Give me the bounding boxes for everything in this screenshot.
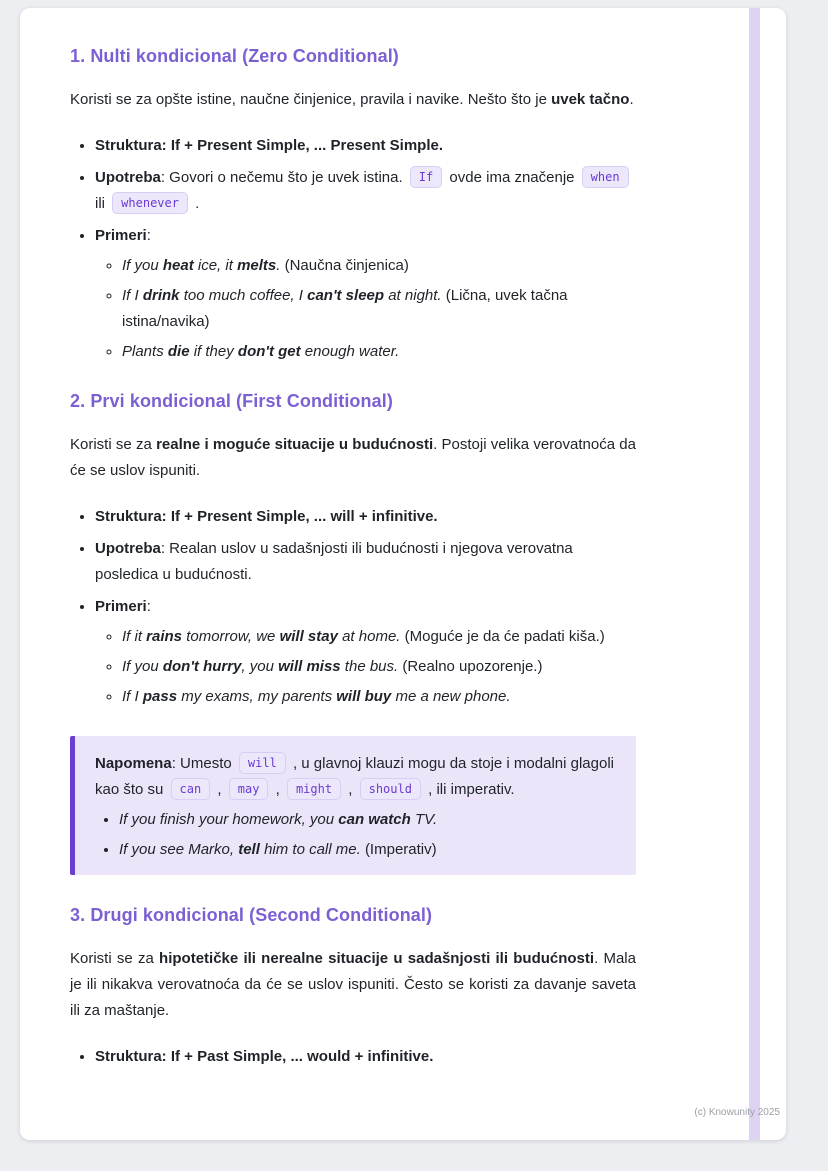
inline-code-chip: will (239, 752, 286, 774)
list-item (122, 624, 636, 650)
text-run: enough water. (300, 343, 400, 360)
text-run: If I (122, 688, 143, 705)
list-item (95, 594, 636, 710)
text-run: If it (122, 628, 147, 645)
text-run: , you (241, 658, 279, 675)
text-run: will buy (336, 688, 392, 705)
text-run: my exams, my parents (177, 688, 337, 705)
text-run: If I (122, 287, 143, 304)
text-run: If you see Marko, (119, 841, 239, 858)
text-run: : Umesto (171, 755, 236, 772)
list-item (95, 133, 636, 159)
text-run: . (190, 195, 200, 212)
text-run: , (213, 781, 226, 798)
text-run: don't get (237, 343, 301, 360)
paragraph (70, 432, 636, 484)
text-run: Napomena (95, 755, 172, 772)
text-run: too much coffee, I (179, 287, 308, 304)
text-run: . (276, 257, 285, 274)
text-run: (Realno upozorenje.) (402, 658, 543, 675)
text-run: tomorrow, we (182, 628, 280, 645)
inline-code-chip: should (360, 778, 421, 800)
bullet-list (70, 133, 636, 365)
text-run: him to call me. (259, 841, 365, 858)
list-item (119, 807, 614, 833)
text-run: melts (237, 257, 277, 274)
text-run: If you finish your homework, you (119, 811, 339, 828)
document-page (20, 8, 786, 1140)
text-run: , (344, 781, 357, 798)
text-run: Upotreba (95, 169, 161, 186)
text-run: (Moguće je da će padati kiša.) (404, 628, 605, 645)
paragraph (70, 87, 636, 113)
text-run: (Lična, uvek tačna istina/navika) (122, 287, 568, 330)
list-item (95, 536, 636, 588)
inline-code-chip: might (287, 778, 341, 800)
text-run: if they (189, 343, 238, 360)
text-run: : Govori o nečemu što je uvek istina. (160, 169, 407, 186)
list-item (122, 339, 636, 365)
text-run: If you (122, 658, 163, 675)
note-text (95, 751, 614, 803)
text-run: will miss (278, 658, 341, 675)
section-heading-first-conditional: 2. Prvi kondicional (First Conditional) (70, 391, 393, 411)
bullet-list (70, 504, 636, 710)
document-content (70, 44, 636, 1092)
text-run: , u glavnoj klauzi mogu da stoje i modalni glagoli kao što su (95, 755, 614, 798)
inline-code-chip: may (229, 778, 269, 800)
text-run: . (629, 91, 634, 108)
text-run: : Realan uslov u sadašnjosti ili budućnosti i njegova verovatna posledica u budućnosti. (95, 540, 573, 583)
text-run: at home. (337, 628, 405, 645)
text-run: . Postoji velika verovatnoća da će se uslov ispuniti. (70, 436, 636, 479)
text-run: , (271, 781, 284, 798)
text-run: Upotreba (95, 540, 161, 557)
text-run: (Naučna činjenica) (284, 257, 409, 274)
text-run: If you (122, 257, 163, 274)
note-box (70, 736, 636, 875)
text-run: Struktura: If + Present Simple, ... will + infinitive. (95, 508, 438, 525)
text-run: don't hurry (162, 658, 242, 675)
accent-strip (749, 8, 760, 1140)
text-run: me a new phone. (391, 688, 511, 705)
list-item (122, 253, 636, 279)
text-run: Primeri (95, 227, 147, 244)
inline-code-chip: whenever (112, 192, 188, 214)
text-run: Koristi se za (70, 436, 157, 453)
bullet-list (70, 1044, 636, 1070)
text-run: hipotetičke ili nerealne situacije u sadašnjosti ili budućnosti (159, 950, 595, 967)
text-run: : (146, 227, 151, 244)
text-run: Struktura: If + Past Simple, ... would + infinitive. (95, 1048, 434, 1065)
text-run: die (167, 343, 190, 360)
sub-bullet-list (95, 253, 636, 365)
section-heading-second-conditional: 3. Drugi kondicional (Second Conditional) (70, 905, 433, 925)
paragraph (70, 946, 636, 1024)
inline-code-chip: when (582, 166, 629, 188)
text-run: at night. (384, 287, 446, 304)
text-run: pass (142, 688, 178, 705)
text-run: Plants (122, 343, 168, 360)
inline-code-chip: If (410, 166, 442, 188)
text-run: ili (95, 195, 110, 212)
text-run: , ili imperativ. (423, 781, 515, 798)
list-item (122, 684, 636, 710)
section-heading-zero-conditional: 1. Nulti kondicional (Zero Conditional) (70, 46, 399, 66)
text-run: can't sleep (307, 287, 385, 304)
list-item (95, 504, 636, 530)
text-run: tell (238, 841, 260, 858)
text-run: ovde ima značenje (445, 169, 579, 186)
text-run: rains (146, 628, 183, 645)
text-run: will stay (279, 628, 338, 645)
footer-credit: (c) Knowunity 2025 (694, 1107, 780, 1118)
inline-code-chip: can (171, 778, 211, 800)
text-run: drink (142, 287, 180, 304)
list-item (95, 165, 636, 217)
text-run: . Mala je ili nikakva verovatnoća da će se uslov ispuniti. Često se koristi za davanje saveta ili za maštanje. (70, 950, 636, 1019)
text-run: Struktura: If + Present Simple, ... Present Simple. (95, 137, 444, 154)
text-run: heat (162, 257, 194, 274)
text-run: Koristi se za (70, 950, 160, 967)
list-item (95, 223, 636, 365)
text-run: the bus. (340, 658, 403, 675)
list-item (95, 1044, 636, 1070)
text-run: ice, it (193, 257, 238, 274)
list-item (122, 654, 636, 680)
text-run: Primeri (95, 598, 147, 615)
sub-bullet-list (95, 624, 636, 710)
text-run: TV. (410, 811, 438, 828)
text-run: can watch (338, 811, 411, 828)
text-run: uvek tačno (551, 91, 630, 108)
list-item (119, 837, 614, 863)
note-bullet-list (95, 807, 614, 863)
text-run: Koristi se za opšte istine, naučne činjenice, pravila i navike. Nešto što je (70, 91, 552, 108)
text-run: (Imperativ) (364, 841, 437, 858)
list-item (122, 283, 636, 335)
text-run: realne i moguće situacije u budućnosti (156, 436, 434, 453)
text-run: : (146, 598, 151, 615)
